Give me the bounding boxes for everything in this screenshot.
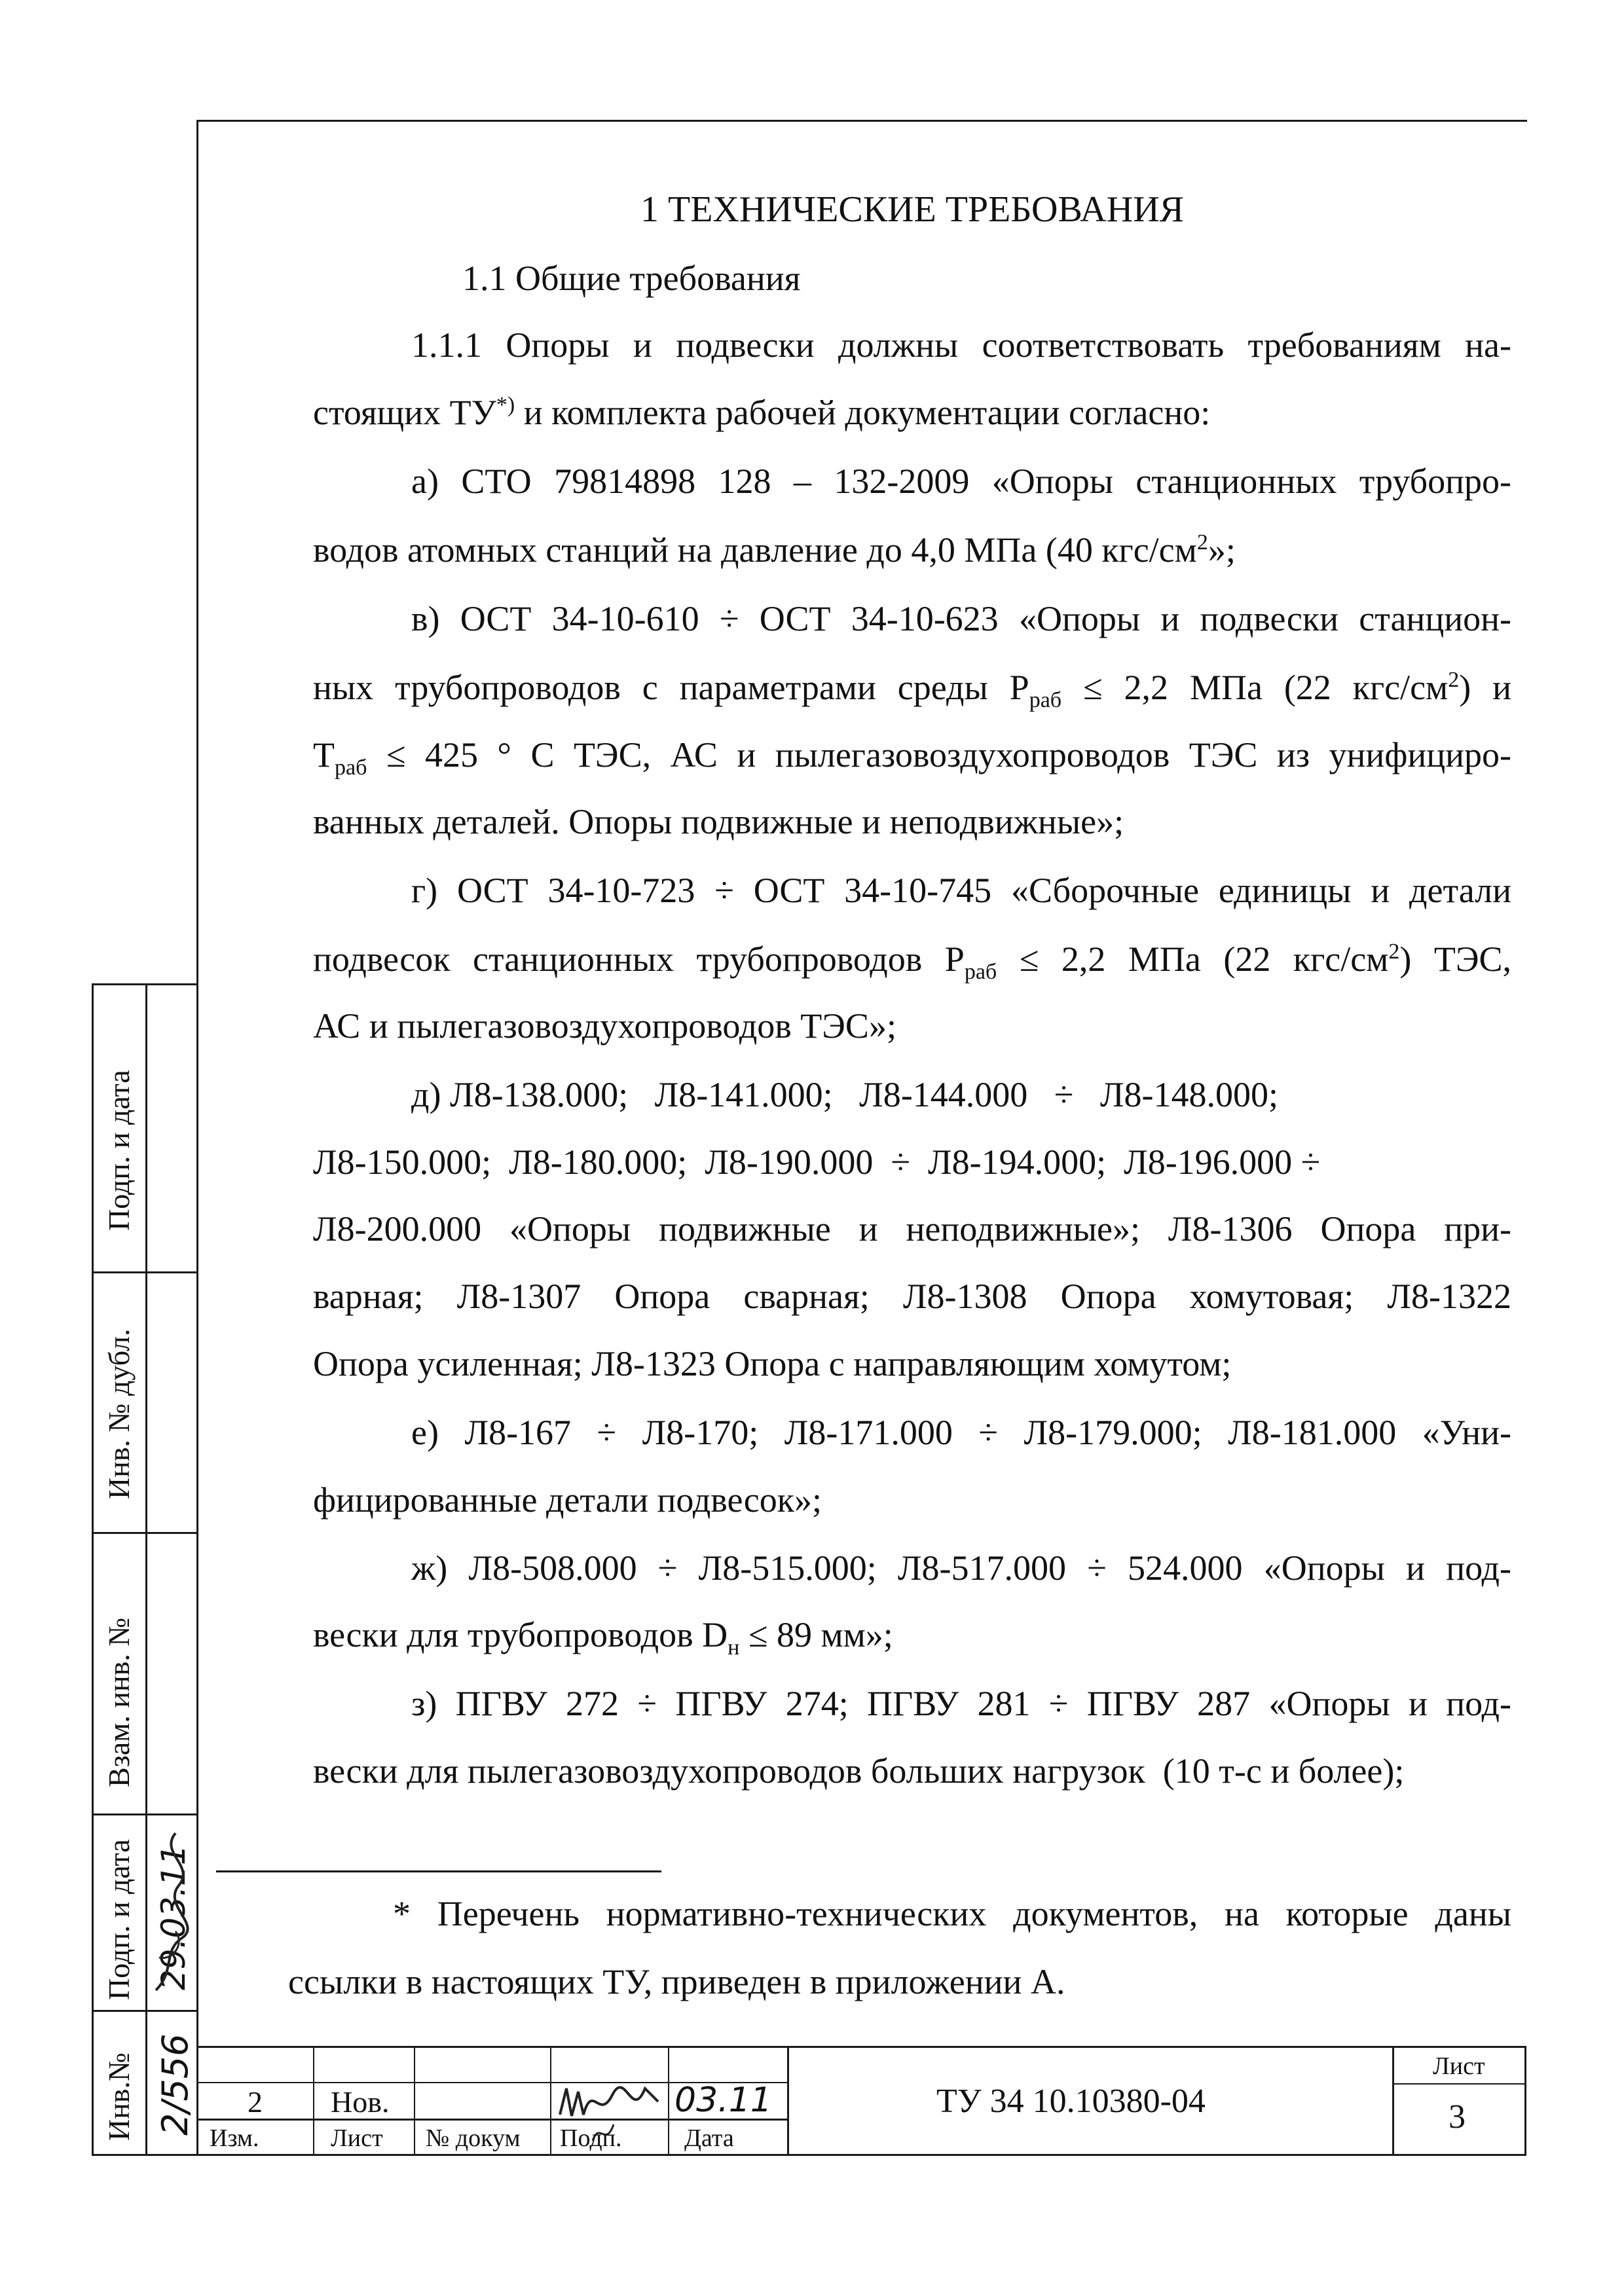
tb-izm-value: 2: [248, 2085, 263, 2119]
frame-right: [1524, 2046, 1526, 2156]
tb-col-3: [550, 2046, 551, 2156]
tb-hdr-dokum: № докум: [426, 2124, 521, 2152]
tb-col-6: [1392, 2046, 1394, 2156]
item-d-line-1: д) Л8-138.000; Л8-141.000; Л8-144.000 ÷ Л8-148.000;: [411, 1075, 1279, 1114]
item-v-line-4: ванных деталей. Опоры подвижные и неподвижные»;: [313, 802, 1124, 841]
footnote-line-2: ссылки в настоящих ТУ, приведен в приложении А.: [288, 1962, 1065, 2001]
tb-col-5: [787, 2046, 789, 2156]
stamp-div-2: [92, 1532, 198, 1534]
tb-hdr-data: Дата: [684, 2124, 734, 2152]
item-a-line-2: водов атомных станций на давление до 4,0 МПа (40 кгс/$см^2$»;: [313, 530, 1236, 570]
item-a-line-1: а) СТО 79814898 128 – 132-2009 «Опоры станционных трубопро-: [411, 462, 1511, 501]
section-heading: 1 ТЕХНИЧЕСКИЕ ТРЕБОВАНИЯ: [640, 189, 1184, 230]
stamp-div-1: [92, 1271, 198, 1273]
item-z-line-2: вески для пылегазовоздухопроводов больших нагрузок (10 т-с и более);: [313, 1751, 1405, 1791]
item-e-line-1: е) Л8-167 ÷ Л8-170; Л8-171.000 ÷ Л8-179.000; Л8-181.000 «Уни-: [411, 1413, 1511, 1452]
stamp-podp-data-2: Подп. и дата: [102, 1839, 136, 2000]
item-d-line-4: варная; Л8-1307 Опора сварная; Л8-1308 Опора хомутовая; Л8-1322: [313, 1277, 1511, 1316]
footnote-line-1: * Перечень нормативно-технических документов, на которые даны: [393, 1894, 1511, 1933]
frame-bottom: [92, 2154, 1526, 2156]
item-d-line-3: Л8-200.000 «Опоры подвижные и неподвижные»; Л8-1306 Опора при-: [313, 1209, 1511, 1248]
tb-sheet-label: Лист: [1433, 2052, 1485, 2080]
stamp-inv-no-hand: 2/556: [155, 2033, 196, 2136]
item-g-line-2: подвесок станционных трубопроводов $Р_{раб} \le 2,2$ МПа (22 кгс/$см^2$) ТЭС,: [313, 939, 1512, 984]
footnote-rule: [216, 1870, 661, 1872]
stamp-signature-scribble: [149, 1827, 195, 1997]
item-d-line-5: Опора усиленная; Л8-1323 Опора с направляющим хомутом;: [313, 1344, 1232, 1383]
stamp-div-4: [92, 2010, 198, 2012]
frame-top: [198, 120, 1527, 122]
item-zh-line-1: ж) Л8-508.000 ÷ Л8-515.000; Л8-517.000 ÷ 524.000 «Опоры и под-: [411, 1548, 1511, 1588]
stamp-podp-data: Подп. и дата: [102, 1070, 136, 1231]
para-1-1-1-line-1: 1.1.1 Опоры и подвески должны соответствовать требованиям на-: [411, 325, 1511, 365]
tb-col-2: [414, 2046, 415, 2156]
stamp-inner: [145, 983, 147, 2155]
para-1-1-1-line-2: стоящих ТУ*) и комплекта рабочей документации согласно:: [313, 393, 1211, 432]
item-g-line-3: АС и пылегазовоздухопроводов ТЭС»;: [313, 1006, 896, 1046]
tb-sheet-row: [1392, 2083, 1526, 2085]
item-g-line-1: г) ОСТ 34-10-723 ÷ ОСТ 34-10-745 «Сборочные единицы и детали: [411, 871, 1511, 910]
tb-signature-date: 03.11: [674, 2081, 772, 2120]
stamp-top: [92, 983, 198, 985]
stamp-signature-date: 29.03.11: [155, 1844, 193, 1990]
item-e-line-2: фицированные детали подвесок»;: [313, 1480, 822, 1520]
tb-col-1: [313, 2046, 314, 2156]
stamp-outer-left: [92, 983, 94, 2155]
tb-list-value: Нов.: [331, 2085, 390, 2119]
stamp-div-3: [92, 1813, 198, 1815]
tb-hdr-list: Лист: [331, 2124, 383, 2152]
stamp-vzam-inv: Взам. инв. №: [102, 1617, 136, 1787]
item-v-line-2: ных трубопроводов с параметрами среды $Р_{раб} \le 2,2$ МПа (22 кгс/$см^2$) и: [313, 668, 1512, 712]
frame-left: [196, 120, 198, 2156]
subsection-heading: 1.1 Общие требования: [462, 259, 801, 298]
tb-sheet-number: 3: [1449, 2098, 1466, 2136]
item-v-line-3: $Т_{раб} \le 425$ ° С ТЭС, АС и пылегазовоздухопроводов ТЭС из унифициро-: [313, 735, 1511, 780]
tb-hdr-izm: Изм.: [210, 2124, 259, 2152]
tb-hdr-podp: Подп.: [560, 2124, 622, 2152]
stamp-inv-no: Инв.№: [102, 2052, 136, 2141]
tb-document-code: ТУ 34 10.10380-04: [936, 2083, 1206, 2120]
item-zh-line-2: вески для трубопроводов $D_н \le 89$ мм»;: [313, 1615, 893, 1660]
stamp-inv-dubl: Инв. № дубл.: [102, 1328, 136, 1499]
item-v-line-1: в) ОСТ 34-10-610 ÷ ОСТ 34-10-623 «Опоры и подвески станцион-: [411, 599, 1511, 638]
item-z-line-1: з) ПГВУ 272 ÷ ПГВУ 274; ПГВУ 281 ÷ ПГВУ 287 «Опоры и под-: [411, 1684, 1511, 1723]
item-d-line-2: Л8-150.000; Л8-180.000; Л8-190.000 ÷ Л8-194.000; Л8-196.000 ÷: [313, 1142, 1321, 1182]
tb-top: [196, 2046, 1526, 2048]
